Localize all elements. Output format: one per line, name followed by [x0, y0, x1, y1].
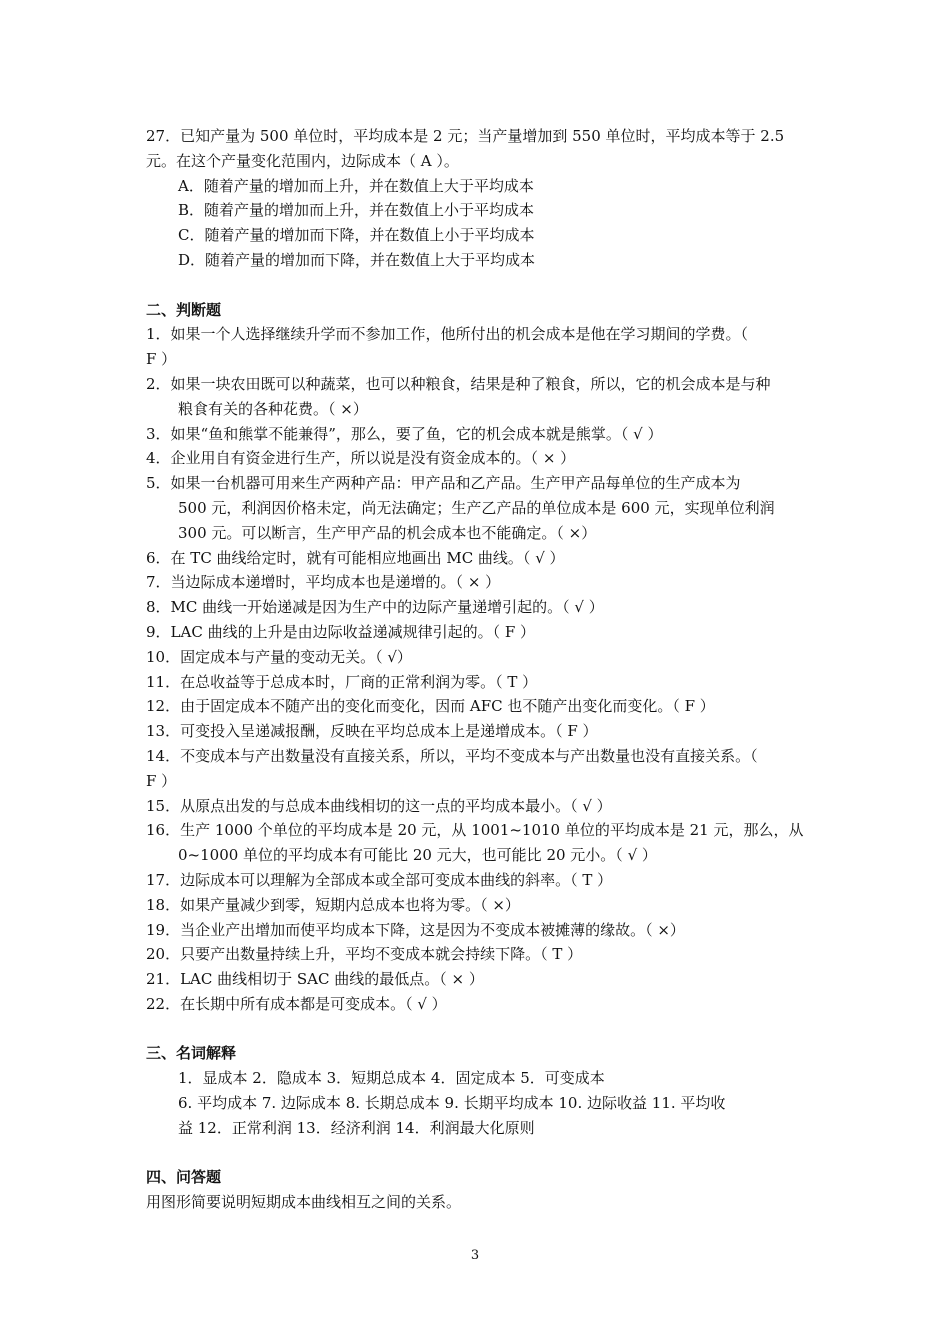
terms-line-2: 6. 平均成本 7. 边际成本 8. 长期总成本 9. 长期平均成本 10. 边际收益 11. 平均收	[178, 1094, 726, 1113]
tf-item-6: 6．在 TC 曲线给定时，就有可能相应地画出 MC 曲线。（ √ ）	[146, 548, 565, 567]
page-number: 3	[470, 1248, 480, 1263]
q27-option-c: C．随着产量的增加而下降，并在数值上小于平均成本	[178, 226, 535, 245]
tf-item-14-line-1: 14．不变成本与产出数量没有直接关系，所以，平均不变成本与产出数量也没有直接关系。（	[146, 746, 758, 765]
tf-item-16-line-1: 16．生产 1000 个单位的平均成本是 20 元，从 1001~1010 单位的平均成本是 21 元，那么，从	[146, 821, 804, 840]
tf-item-13: 13．可变投入呈递减报酬，反映在平均总成本上是递增成本。（ F ）	[146, 722, 598, 741]
tf-item-8: 8．MC 曲线一开始递减是因为生产中的边际产量递增引起的。（ √ ）	[146, 598, 604, 617]
question-text: 用图形简要说明短期成本曲线相互之间的关系。	[146, 1193, 462, 1212]
tf-item-10: 10．固定成本与产量的变动无关。（ √）	[146, 647, 412, 666]
section-heading-true-false: 二、判断题	[146, 300, 222, 319]
q27-line-2: 元。在这个产量变化范围内，边际成本（ A ）。	[146, 151, 459, 170]
tf-item-14-line-2: F ）	[146, 771, 177, 790]
tf-item-2-line-2: 粮食有关的各种花费。（ ×）	[178, 399, 368, 418]
tf-item-15: 15．从原点出发的与总成本曲线相切的这一点的平均成本最小。（ √ ）	[146, 796, 612, 815]
tf-item-12: 12．由于固定成本不随产出的变化而变化，因而 AFC 也不随产出变化而变化。（ F ）	[146, 697, 715, 716]
tf-item-20: 20．只要产出数量持续上升，平均不变成本就会持续下降。（ T ）	[146, 945, 583, 964]
q27-line-1: 27．已知产量为 500 单位时，平均成本是 2 元；当产量增加到 550 单位时，平均成本等于 2.5	[146, 127, 785, 145]
tf-item-5-line-2: 500 元，利润因价格未定，尚无法确定；生产乙产品的单位成本是 600 元，实现单位利润	[178, 498, 775, 517]
tf-item-5-line-3: 300 元。可以断言，生产甲产品的机会成本也不能确定。（ ×）	[178, 523, 597, 542]
terms-line-1: 1．显成本 2．隐成本 3．短期总成本 4．固定成本 5．可变成本	[178, 1069, 605, 1088]
tf-item-1-line-1: 1．如果一个人选择继续升学而不参加工作，他所付出的机会成本是他在学习期间的学费。（	[146, 325, 749, 344]
q27-option-a: A．随着产量的增加而上升，并在数值上大于平均成本	[178, 176, 534, 195]
tf-item-19: 19．当企业产出增加而使平均成本下降，这是因为不变成本被摊薄的缘故。（ ×）	[146, 920, 685, 939]
tf-item-5-line-1: 5．如果一台机器可用来生产两种产品：甲产品和乙产品。生产甲产品每单位的生产成本为	[146, 474, 741, 493]
tf-item-16-line-2: 0~1000 单位的平均成本有可能比 20 元大，也可能比 20 元小。（ √ ）	[178, 846, 657, 865]
tf-item-4: 4．企业用自有资金进行生产，所以说是没有资金成本的。（ × ）	[146, 449, 576, 468]
tf-item-21: 21．LAC 曲线相切于 SAC 曲线的最低点。（ × ）	[146, 970, 484, 989]
section-heading-terms: 三、名词解释	[146, 1044, 237, 1063]
q27-option-b: B．随着产量的增加而上升，并在数值上小于平均成本	[178, 201, 535, 220]
tf-item-18: 18．如果产量减少到零，短期内总成本也将为零。（ ×）	[146, 895, 520, 914]
tf-item-7: 7．当边际成本递增时，平均成本也是递增的。（ × ）	[146, 573, 501, 592]
page-content	[146, 124, 810, 1215]
tf-item-11: 11．在总收益等于总成本时，厂商的正常利润为零。（ T ）	[146, 672, 538, 691]
terms-line-3: 益 12．正常利润 13．经济利润 14．利润最大化原则	[178, 1118, 535, 1137]
section-heading-questions: 四、问答题	[146, 1168, 222, 1187]
q27-option-d: D．随着产量的增加而下降，并在数值上大于平均成本	[178, 250, 536, 269]
tf-item-17: 17．边际成本可以理解为全部成本或全部可变成本曲线的斜率。（ T ）	[146, 870, 613, 889]
tf-item-22: 22．在长期中所有成本都是可变成本。（ √ ）	[146, 994, 447, 1013]
tf-item-1-line-2: F ）	[146, 350, 177, 369]
tf-item-3: 3．如果“鱼和熊掌不能兼得”，那么，要了鱼，它的机会成本就是熊掌。（ √ ）	[146, 424, 663, 443]
tf-item-9: 9．LAC 曲线的上升是由边际收益递减规律引起的。（ F ）	[146, 622, 536, 641]
tf-item-2-line-1: 2．如果一块农田既可以种蔬菜，也可以种粮食，结果是种了粮食，所以，它的机会成本是与种	[146, 374, 771, 393]
